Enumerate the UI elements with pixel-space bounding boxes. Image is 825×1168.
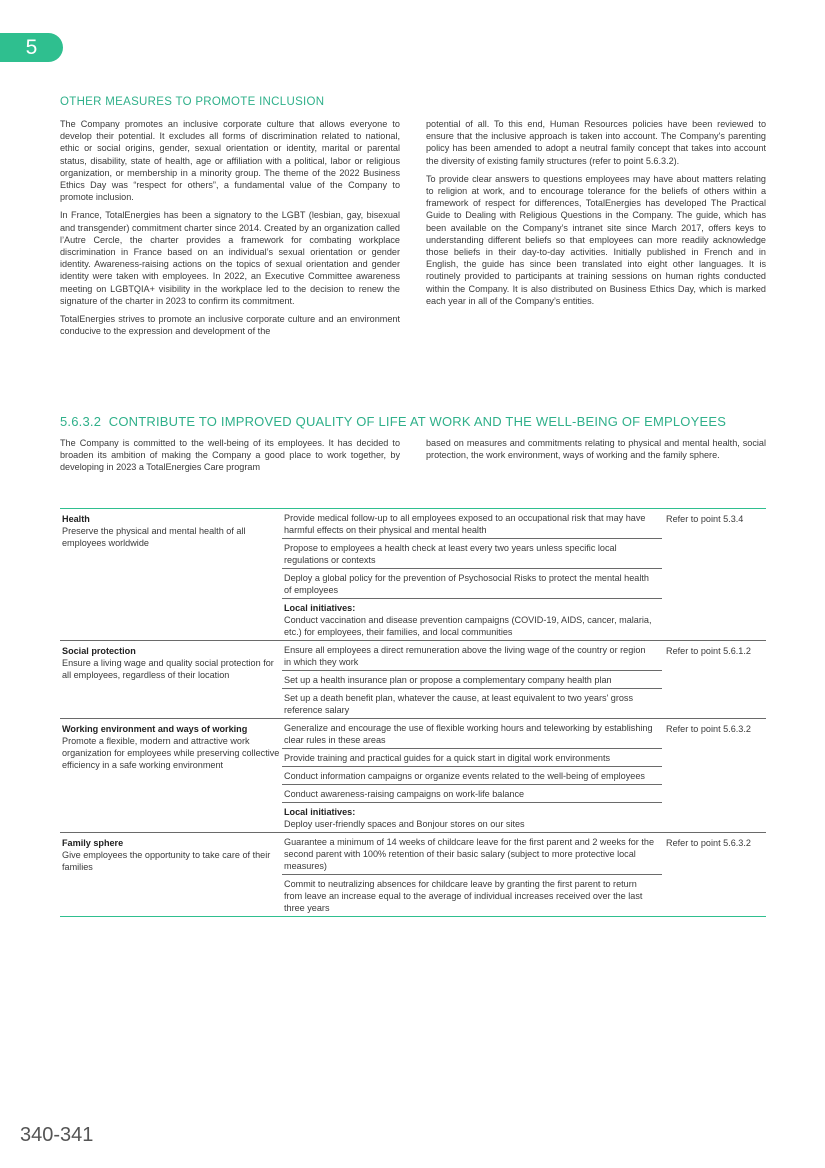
group-label bbox=[60, 719, 282, 832]
group-actions bbox=[282, 509, 662, 640]
action-text: Provide medical follow-up to all employees exposed to an occupational risk that may have harmful effects on their physical and mental health bbox=[284, 513, 646, 535]
group-label bbox=[60, 509, 282, 640]
action-text: Commit to neutralizing absences for childcare leave by granting the first parent to return from leave an increase equal to the average of individual increases received over the last three years bbox=[284, 879, 643, 913]
action-title: Local initiatives: bbox=[284, 807, 356, 817]
section-intro-right bbox=[426, 437, 766, 467]
paragraph: TotalEnergies strives to promote an inclusive corporate culture and an environment conducive to the expression and development of the bbox=[60, 314, 400, 337]
action-item bbox=[282, 719, 662, 748]
action-text: Propose to employees a health check at least every two years unless specific local regulations or contexts bbox=[284, 543, 617, 565]
paragraph: The Company promotes an inclusive corporate culture that allows everyone to develop their potential. It excludes all forms of discrimination related to national, ethic or social origins, gender, sexual orientation or identity, marital or parental status, disability, state of health, age or affiliation with a political, labor or religious organization, or membership in a minority group. The theme of the 2022 Business Ethics Day was “respect for others”, a fundamental value of the Company to promote inclusion. bbox=[60, 119, 400, 203]
section-heading-other-measures: OTHER MEASURES TO PROMOTE INCLUSION bbox=[60, 96, 325, 108]
action-text: Guarantee a minimum of 14 weeks of childcare leave for the first parent and 2 weeks for the second parent with 100% retention of their basic salary (subject to more protective local measures) bbox=[284, 837, 655, 871]
table-group-family-sphere bbox=[60, 832, 766, 916]
action-item bbox=[282, 802, 662, 832]
action-text: Conduct vaccination and disease prevention campaigns (COVID-19, AIDS, cancer, malaria, etc.) for employees, their families, and local communities bbox=[284, 615, 652, 637]
action-text: Deploy user-friendly spaces and Bonjour stores on our sites bbox=[284, 819, 525, 829]
action-text: Set up a health insurance plan or propose a complementary company health plan bbox=[284, 675, 612, 685]
table-group-working-environment bbox=[60, 718, 766, 832]
group-description: Preserve the physical and mental health of all employees worldwide bbox=[62, 526, 246, 548]
wellbeing-table bbox=[60, 508, 766, 917]
action-title: Local initiatives: bbox=[284, 603, 356, 613]
table-group-social-protection bbox=[60, 640, 766, 718]
action-text: Set up a death benefit plan, whatever the cause, at least equivalent to two years' gross reference salary bbox=[284, 693, 634, 715]
group-actions bbox=[282, 719, 662, 832]
group-title: Social protection bbox=[62, 646, 136, 656]
group-reference: Refer to point 5.6.1.2 bbox=[666, 646, 751, 656]
action-item bbox=[282, 688, 662, 718]
other-measures-right-column bbox=[426, 118, 766, 313]
action-item bbox=[282, 641, 662, 670]
paragraph: To provide clear answers to questions employees may have about matters relating to religion at work, and to encourage tolerance for the beliefs of others within a framework of respect for differences, TotalEnergies has developed The Practical Guide to Dealing with Religious Questions in the Company. The guide, which has been available on the Company’s intranet site since March 2017, offers keys to understanding different beliefs so that employees can more readily acknowledge those beliefs in their day-to-day activities. Initially published in French and in English, the guide has since been translated into eight other languages. It is routinely provided to participants at training sessions on human rights conducted within the Company. It is also distributed on Business Ethics Day, which is marked each year in all of the Company’s entities. bbox=[426, 173, 766, 306]
section-intro-left bbox=[60, 437, 400, 480]
action-item bbox=[282, 598, 662, 640]
action-item bbox=[282, 568, 662, 598]
action-text: Conduct information campaigns or organize events related to the well-being of employees bbox=[284, 771, 645, 781]
action-text: Generalize and encourage the use of flexible working hours and teleworking by establishing clear rules in these areas bbox=[284, 723, 653, 745]
chapter-tab: 5 bbox=[0, 33, 63, 62]
group-reference: Refer to point 5.6.3.2 bbox=[666, 838, 751, 848]
page-number: 340-341 bbox=[20, 1124, 94, 1146]
group-actions bbox=[282, 641, 662, 718]
action-item bbox=[282, 670, 662, 688]
action-item bbox=[282, 748, 662, 766]
action-item bbox=[282, 874, 662, 916]
group-actions bbox=[282, 833, 662, 916]
action-text: Provide training and practical guides for a quick start in digital work environments bbox=[284, 753, 611, 763]
action-item bbox=[282, 509, 662, 538]
group-description: Give employees the opportunity to take care of their families bbox=[62, 850, 271, 872]
group-label bbox=[60, 833, 282, 916]
action-text: Conduct awareness-raising campaigns on work-life balance bbox=[284, 789, 525, 799]
group-description: Ensure a living wage and quality social protection for all employees, regardless of their location bbox=[62, 658, 274, 680]
action-item bbox=[282, 833, 662, 874]
group-description: Promote a flexible, modern and attractive work organization for employees while preserving collective efficiency in a safe working environment bbox=[62, 736, 280, 770]
table-group-health bbox=[60, 509, 766, 640]
action-text: Ensure all employees a direct remuneration above the living wage of the country or region in which they work bbox=[284, 645, 646, 667]
group-reference: Refer to point 5.6.3.2 bbox=[666, 724, 751, 734]
section-heading-quality-of-life: 5.6.3.2 CONTRIBUTE TO IMPROVED QUALITY OF LIFE AT WORK AND THE WELL-BEING OF EMPLOYEES bbox=[60, 414, 727, 429]
group-title: Health bbox=[62, 514, 90, 524]
group-title: Working environment and ways of working bbox=[62, 724, 248, 734]
paragraph: potential of all. To this end, Human Resources policies have been reviewed to ensure that the inclusive approach is taken into account. The Company's parenting policy has been amended to adopt a neutral family concept that takes into account the diversity of existing family structures (refer to point 5.6.3.2). bbox=[426, 119, 766, 166]
action-text: Deploy a global policy for the prevention of Psychosocial Risks to protect the mental health of employees bbox=[284, 573, 649, 595]
paragraph: based on measures and commitments relating to physical and mental health, social protection, the work environment, ways of working and the family sphere. bbox=[426, 438, 766, 461]
action-item bbox=[282, 766, 662, 784]
paragraph: The Company is committed to the well-being of its employees. It has decided to broaden its ambition of making the Company a good place to work together, by developing in 2023 a TotalEnergies Care program bbox=[60, 438, 400, 473]
group-label bbox=[60, 641, 282, 718]
paragraph: In France, TotalEnergies has been a signatory to the LGBT (lesbian, gay, bisexual and transgender) commitment charter since 2014. Created by an organization called l’Autre Cercle, the charter provides a framework for combating workplace discrimination in France based on an individual’s sexual orientation or gender identity. Awareness-raising actions on the topics of sexual orientation and gender identity were taken with employees. In 2022, an Executive Committee awareness meeting on LGBTQIA+ visibility in the workplace led to the decision to renew the signature of the charter in 2023 to confirm its commitment. bbox=[60, 210, 400, 306]
group-title: Family sphere bbox=[62, 838, 124, 848]
other-measures-left-column bbox=[60, 118, 400, 343]
group-reference: Refer to point 5.3.4 bbox=[666, 514, 744, 524]
action-item bbox=[282, 538, 662, 568]
action-item bbox=[282, 784, 662, 802]
